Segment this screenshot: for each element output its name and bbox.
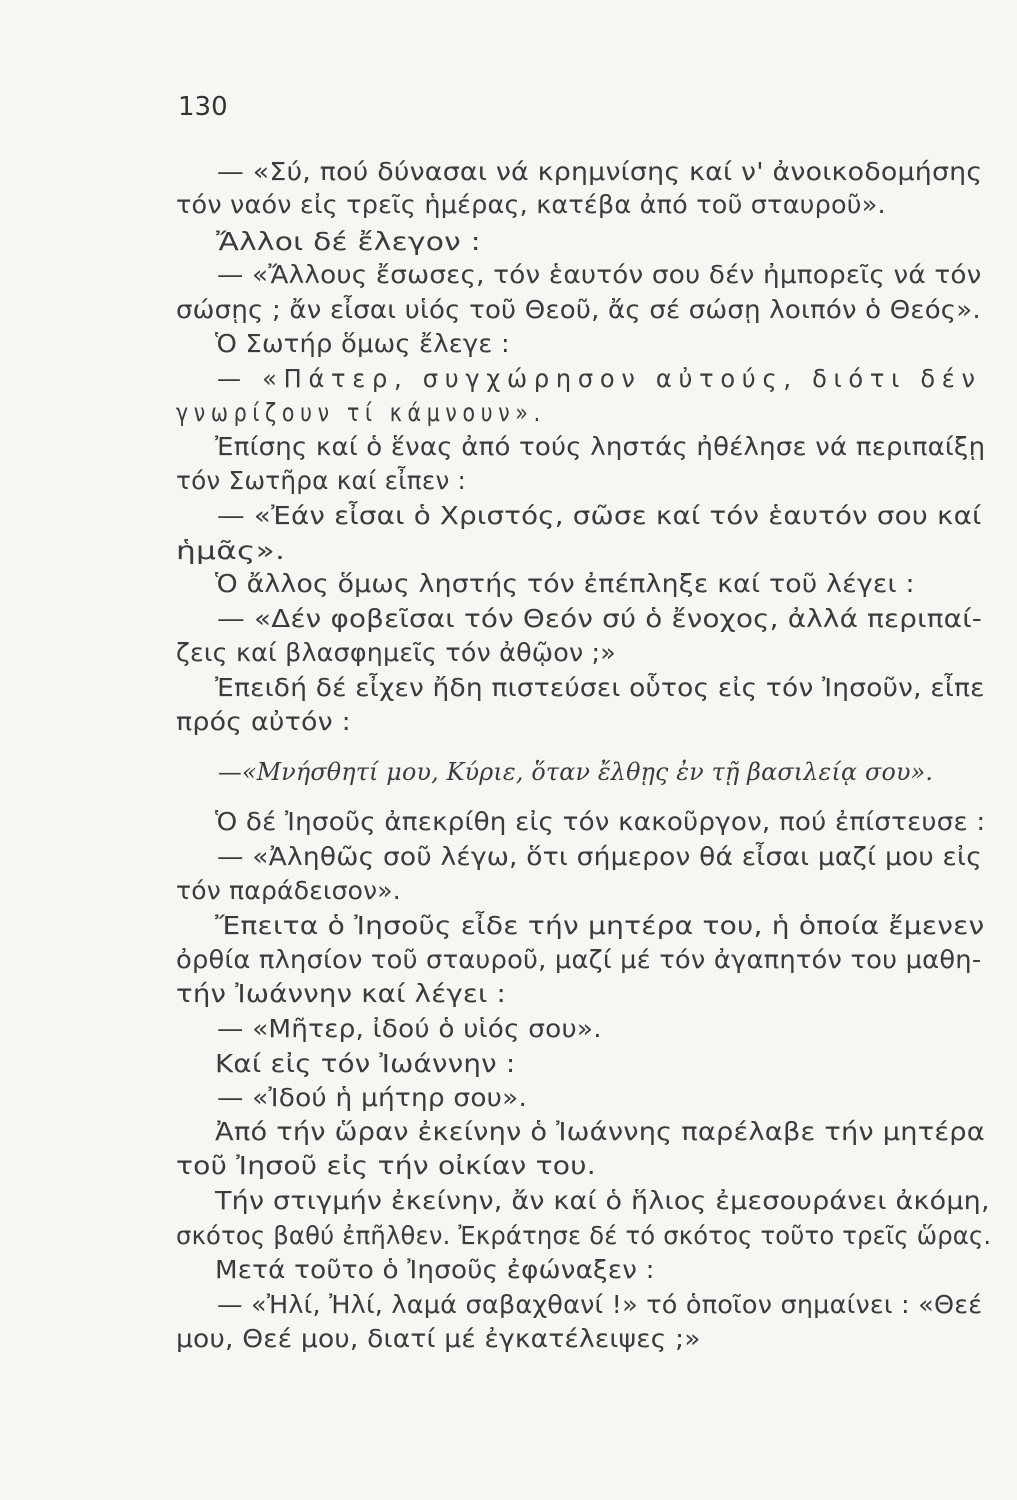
text-line: Ἐπίσης καί ὁ ἕνας ἀπό τούς ληστάς ἠθέλησε νά περιπαίξῃ — [215, 432, 986, 461]
text-line: γνωρίζουν τί κάμνουν». — [176, 398, 546, 427]
text-line: Ὁ δέ Ἰησοῦς ἀπεκρίθη εἰς τόν κακοῦργον, πού ἐπίστευσε : — [215, 807, 986, 836]
page-number: 130 — [178, 92, 228, 122]
text-line: — «Σύ, πού δύνασαι νά κρημνίσης καί ν' ἀνοικοδομήσης — [217, 157, 983, 186]
text-line: Ἀπό τήν ὥραν ἐκείνην ὁ Ἰωάννης παρέλαβε τήν μητέρα — [215, 1117, 985, 1146]
text-line: — «Μῆτερ, ἰδού ὁ υἱός σου». — [217, 1014, 602, 1043]
text-line: Μετά τοῦτο ὁ Ἰησοῦς ἐφώναξεν : — [215, 1255, 655, 1284]
text-line: ζεις καί βλασφημεῖς τόν ἀθῷον ;» — [176, 638, 617, 667]
text-line: πρός αὐτόν : — [176, 707, 351, 736]
text-line: — «Ἀληθῶς σοῦ λέγω, ὅτι σήμερον θά εἶσαι μαζί μου εἰς — [217, 842, 982, 871]
text-line: —«Μνήσθητί μου, Κύριε, ὅταν ἔλθῃς ἐν τῇ βασιλείᾳ σου». — [218, 758, 934, 786]
text-line: Ἐπειδή δέ εἶχεν ἤδη πιστεύσει οὗτος εἰς τόν Ἰησοῦν, εἶπε — [215, 673, 985, 702]
text-line: — «Ἠλί, Ἠλί, λαμά σαβαχθανί !» τό ὁποῖον σημαίνει : «Θεέ — [217, 1290, 983, 1319]
text-line: ὀρθία πλησίον τοῦ σταυροῦ, μαζί μέ τόν ἀγαπητόν του μαθη- — [176, 945, 982, 974]
text-line: τήν Ἰωάννην καί λέγει : — [176, 979, 507, 1008]
text-line: Τήν στιγμήν ἐκείνην, ἄν καί ὁ ἥλιος ἐμεσουράνει ἀκόμη, — [215, 1186, 990, 1215]
text-line: μου, Θεέ μου, διατί μέ ἐγκατέλειψες ;» — [176, 1324, 701, 1353]
text-line: τόν παράδεισον». — [176, 876, 401, 905]
text-line: Ἄλλοι δέ ἔλεγον : — [216, 227, 481, 256]
text-line: τόν Σωτῆρα καί εἶπεν : — [176, 466, 467, 495]
text-line: — «Δέν φοβεῖσαι τόν Θεόν σύ ὁ ἔνοχος, ἀλλά περιπαί- — [217, 604, 983, 633]
text-line: — «Ἰδού ἡ μήτηρ σου». — [217, 1083, 528, 1112]
text-line: — «Ἄλλους ἔσωσες, τόν ἑαυτόν σου δέν ἠμπορεῖς νά τόν — [217, 260, 982, 289]
text-line: ἡμᾶς». — [176, 536, 286, 565]
text-line: σώσῃς ; ἄν εἶσαι υἱός τοῦ Θεοῦ, ἄς σέ σώσῃ λοιπόν ὁ Θεός». — [176, 295, 981, 324]
text-line: — «Ἐάν εἶσαι ὁ Χριστός, σῶσε καί τόν ἑαυτόν σου καί — [217, 501, 982, 530]
text-line: Καί εἰς τόν Ἰωάννην : — [215, 1049, 516, 1078]
text-line: Ὁ Σωτήρ ὅμως ἔλεγε : — [215, 329, 510, 358]
text-line: τόν ναόν εἰς τρεῖς ἡμέρας, κατέβα ἀπό τοῦ σταυροῦ». — [176, 190, 886, 219]
text-line: τοῦ Ἰησοῦ εἰς τήν οἰκίαν του. — [176, 1151, 596, 1180]
text-line: Ὁ ἄλλος ὅμως ληστής τόν ἐπέπληξε καί τοῦ λέγει : — [215, 569, 915, 598]
text-line: Ἔπειτα ὁ Ἰησοῦς εἶδε τήν μητέρα του, ἡ ὁποία ἔμενεν — [215, 911, 985, 940]
text-line: — «Πάτερ, συγχώρησον αὐτούς, διότι δέν — [217, 364, 982, 393]
text-line: σκότος βαθύ ἐπῆλθεν. Ἐκράτησε δέ τό σκότος τοῦτο τρεῖς ὥρας. — [176, 1221, 992, 1250]
